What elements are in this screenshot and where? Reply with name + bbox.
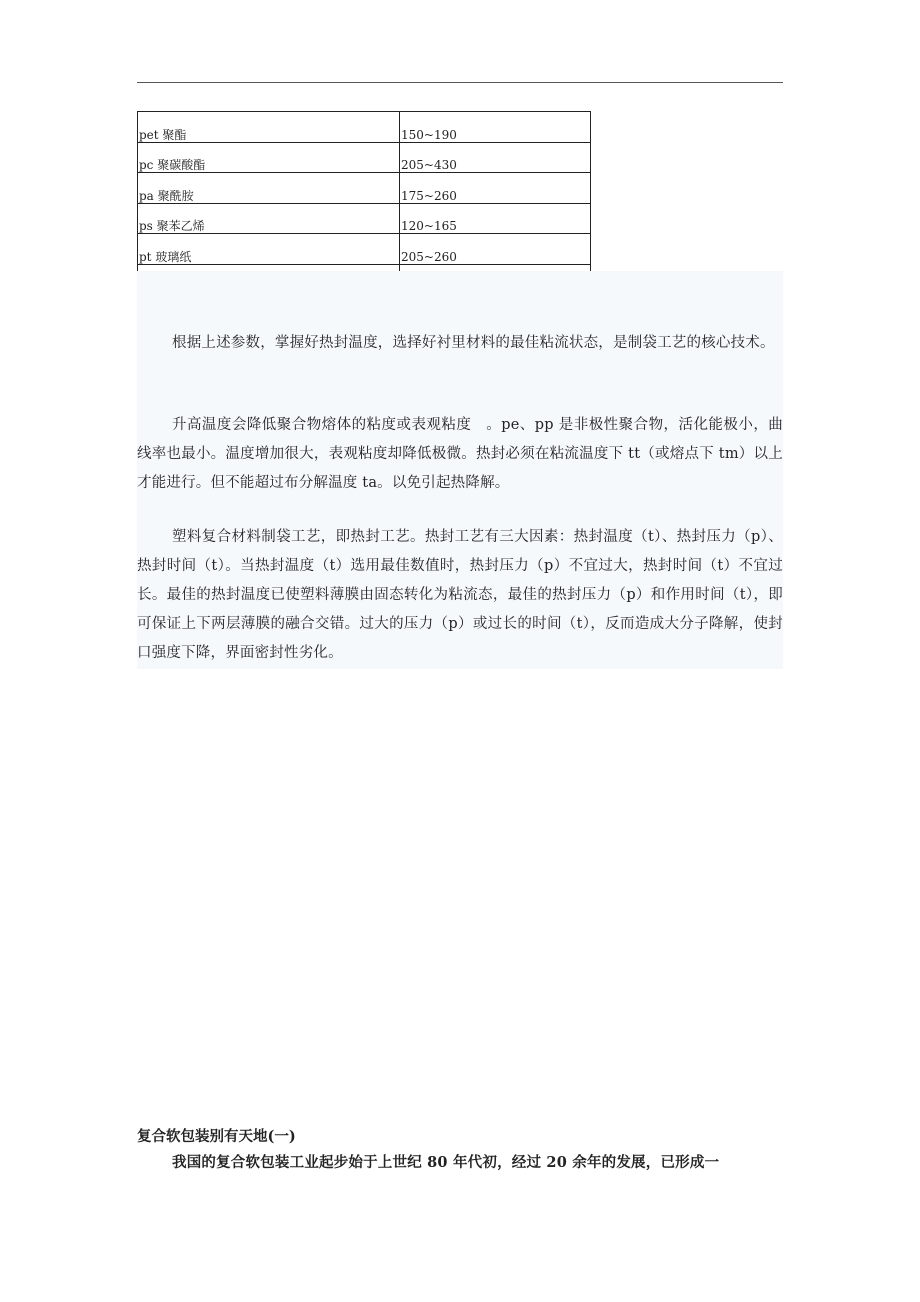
table-row — [138, 234, 591, 265]
header-rule — [137, 82, 783, 83]
material-name-cell: pa 聚酰胺 — [138, 173, 400, 204]
materials-table — [137, 111, 591, 295]
section-body: 我国的复合软包装工业起步始于上世纪 80 年代初，经过 20 余年的发展，已形成一 — [172, 1154, 720, 1171]
temperature-range-cell: 205~260 — [400, 234, 591, 265]
table-row — [138, 112, 591, 143]
material-name-cell: pet 聚酯 — [138, 112, 400, 143]
temperature-range-cell: 205~430 — [400, 142, 591, 173]
temperature-range-cell: 120~165 — [400, 203, 591, 234]
section-title: 复合软包装别有天地(一) — [137, 1128, 296, 1145]
paragraph-heat-seal-factors: 塑料复合材料制袋工艺，即热封工艺。热封工艺有三大因素：热封温度（t）、热封压力（p）、热封时间（t）。当热封温度（t）选用最佳数值时，热封压力（p）不宜过大，热封时间（t）不宜过长。最佳的热封温度已使塑料薄膜由固态转化为粘流态，最佳的热封压力（p）和作用时间（t），即可保证上下两层薄膜的融合交错。过大的压力（p）或过长的时间（t），反而造成大分子降解，使封口强度下降，界面密封性劣化。 — [137, 529, 783, 661]
table-row — [138, 142, 591, 173]
table-row — [138, 173, 591, 204]
material-name-cell: ps 聚苯乙烯 — [138, 203, 400, 234]
material-name-cell: pc 聚碳酸酯 — [138, 142, 400, 173]
paragraph-viscosity: 升高温度会降低聚合物熔体的粘度或表观粘度 。pe、pp 是非极性聚合物，活化能极小，曲线率也最小。温度增加很大，表观粘度却降低极微。热封必须在粘流温度下 tt（或熔点下 tm）以上才能进行。但不能超过布分解温度 ta。以免引起热降解。 — [137, 417, 783, 491]
table-row — [138, 203, 591, 234]
paragraph-heat-seal-core: 根据上述参数，掌握好热封温度，选择好衬里材料的最佳粘流状态，是制袋工艺的核心技术。 — [172, 335, 775, 351]
temperature-range-cell: 150~190 — [400, 112, 591, 143]
temperature-range-cell: 175~260 — [400, 173, 591, 204]
material-name-cell: pt 玻璃纸 — [138, 234, 400, 265]
